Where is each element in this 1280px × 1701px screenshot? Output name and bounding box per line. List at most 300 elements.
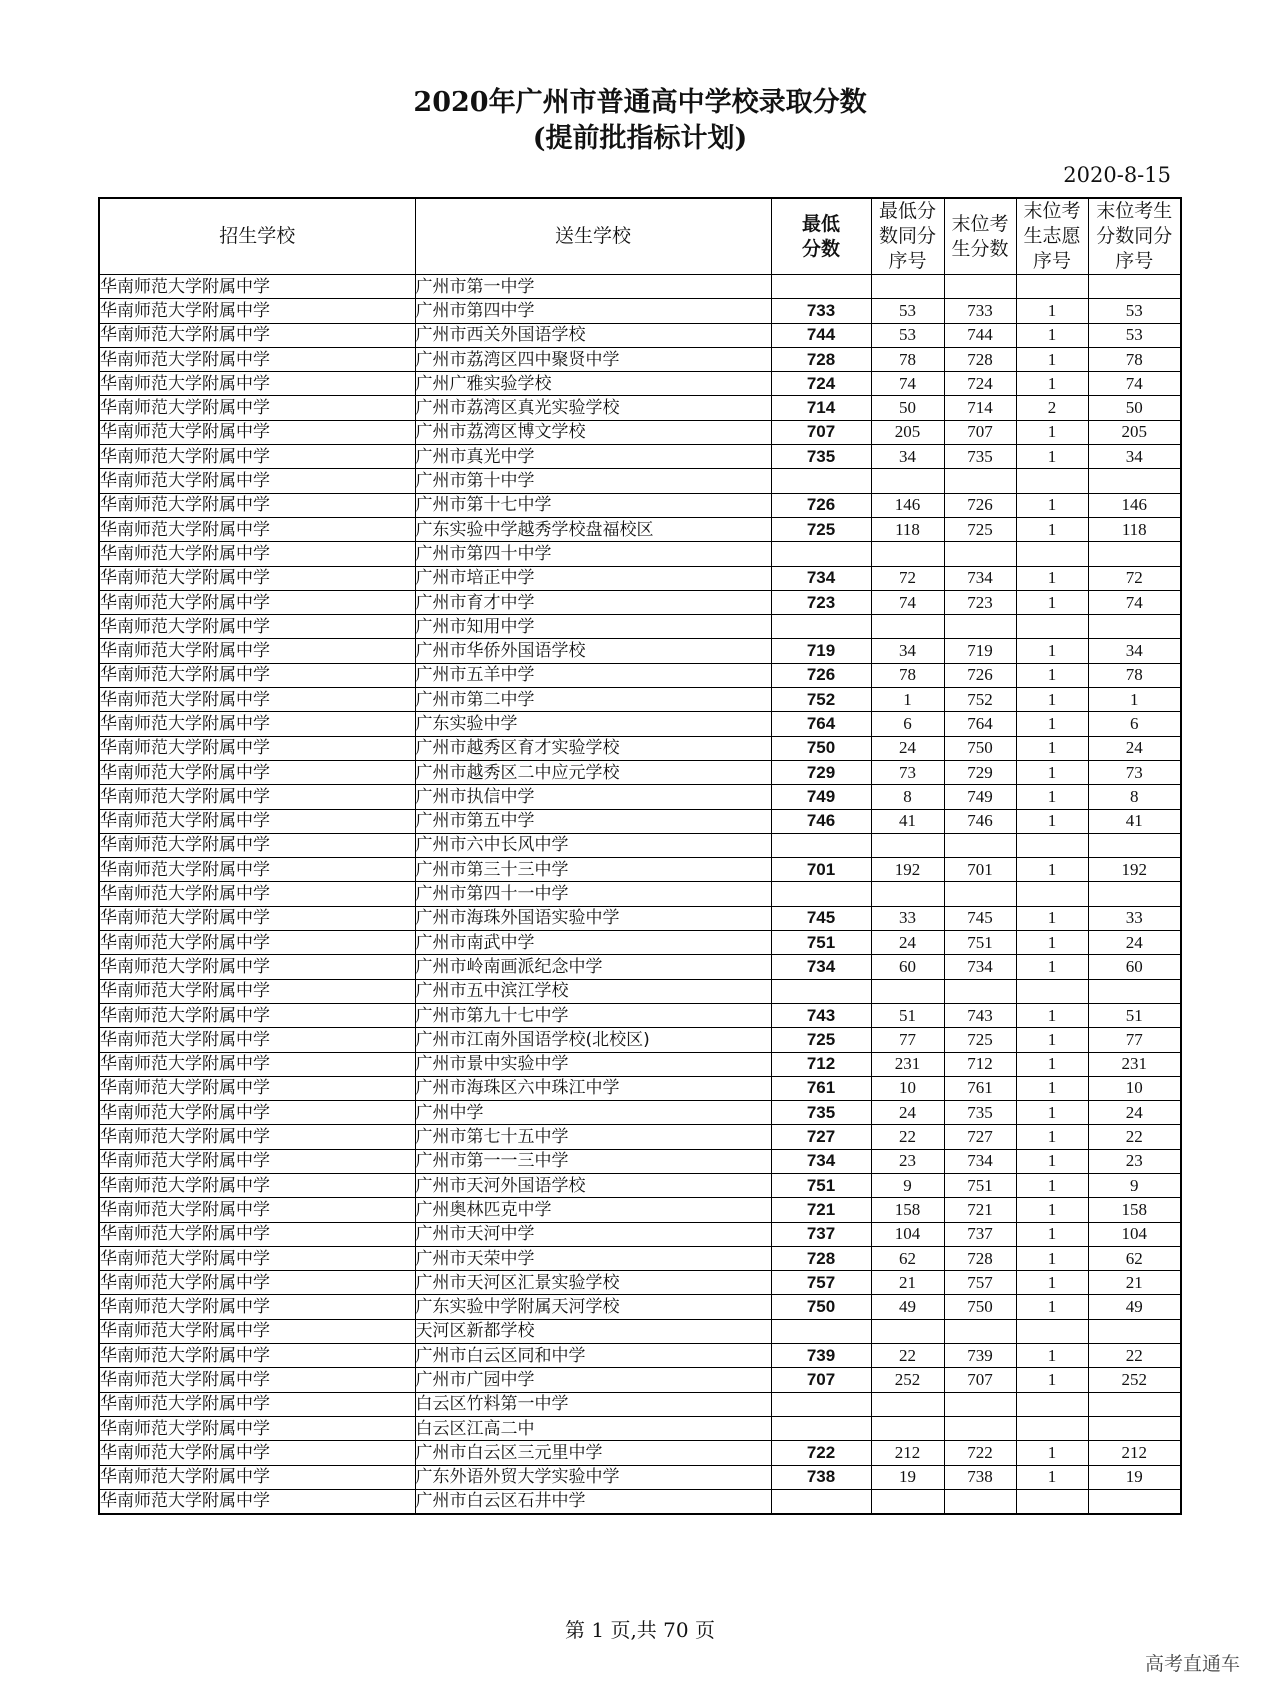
cell-last-score: 724 <box>944 372 1016 396</box>
cell-min-score: 745 <box>771 906 871 930</box>
cell-min-score: 725 <box>771 517 871 541</box>
cell-sending-school: 广州市天荣中学 <box>415 1246 771 1270</box>
cell-last-score-rank <box>1088 979 1181 1003</box>
header-line: 分数 <box>801 237 840 260</box>
cell-min-score <box>771 882 871 906</box>
table-row <box>99 1368 1181 1392</box>
cell-min-score <box>771 1392 871 1416</box>
cell-last-score: 750 <box>944 736 1016 760</box>
table-row <box>99 1173 1181 1197</box>
cell-min-score: 712 <box>771 1052 871 1076</box>
cell-last-score: 734 <box>944 1149 1016 1173</box>
cell-recruiting-school: 华南师范大学附属中学 <box>99 639 415 663</box>
cell-last-score-rank: 34 <box>1088 639 1181 663</box>
cell-min-score: 738 <box>771 1465 871 1489</box>
cell-last-score: 746 <box>944 809 1016 833</box>
cell-last-choice-rank: 1 <box>1016 299 1088 323</box>
cell-last-score-rank: 74 <box>1088 590 1181 614</box>
cell-last-choice-rank: 1 <box>1016 785 1088 809</box>
cell-last-score-rank: 158 <box>1088 1198 1181 1222</box>
cell-min-score-rank: 22 <box>871 1344 944 1368</box>
table-row <box>99 566 1181 590</box>
header-last-score-rank <box>1088 198 1181 275</box>
cell-recruiting-school: 华南师范大学附属中学 <box>99 1125 415 1149</box>
cell-last-score-rank: 9 <box>1088 1173 1181 1197</box>
cell-min-score: 764 <box>771 712 871 736</box>
cell-min-score-rank: 34 <box>871 639 944 663</box>
table-row <box>99 1271 1181 1295</box>
table-row <box>99 469 1181 493</box>
cell-last-score <box>944 1489 1016 1514</box>
cell-min-score-rank: 77 <box>871 1028 944 1052</box>
cell-last-choice-rank <box>1016 1392 1088 1416</box>
table-row <box>99 1489 1181 1514</box>
cell-min-score: 744 <box>771 323 871 347</box>
cell-last-choice-rank: 1 <box>1016 1028 1088 1052</box>
cell-last-score: 714 <box>944 396 1016 420</box>
cell-last-choice-rank: 1 <box>1016 760 1088 784</box>
cell-last-choice-rank: 1 <box>1016 1344 1088 1368</box>
cell-sending-school: 广州市第七十五中学 <box>415 1125 771 1149</box>
table-row <box>99 1392 1181 1416</box>
cell-recruiting-school: 华南师范大学附属中学 <box>99 1076 415 1100</box>
cell-sending-school: 广州奥林匹克中学 <box>415 1198 771 1222</box>
cell-last-score-rank <box>1088 1319 1181 1343</box>
cell-last-score-rank: 60 <box>1088 955 1181 979</box>
cell-recruiting-school: 华南师范大学附属中学 <box>99 469 415 493</box>
cell-sending-school: 广州市景中实验中学 <box>415 1052 771 1076</box>
cell-min-score-rank: 60 <box>871 955 944 979</box>
cell-min-score <box>771 469 871 493</box>
cell-min-score: 728 <box>771 1246 871 1270</box>
cell-last-score: 725 <box>944 1028 1016 1052</box>
cell-last-score: 707 <box>944 420 1016 444</box>
cell-sending-school: 广州市荔湾区四中聚贤中学 <box>415 347 771 371</box>
cell-min-score: 714 <box>771 396 871 420</box>
cell-last-score: 728 <box>944 1246 1016 1270</box>
cell-min-score-rank: 33 <box>871 906 944 930</box>
cell-last-choice-rank <box>1016 1319 1088 1343</box>
cell-min-score-rank: 41 <box>871 809 944 833</box>
cell-min-score-rank: 34 <box>871 445 944 469</box>
cell-min-score: 750 <box>771 736 871 760</box>
cell-last-choice-rank <box>1016 615 1088 639</box>
header-line: 序号 <box>1032 250 1071 272</box>
cell-recruiting-school: 华南师范大学附属中学 <box>99 1173 415 1197</box>
cell-last-choice-rank: 1 <box>1016 1295 1088 1319</box>
cell-min-score: 735 <box>771 1101 871 1125</box>
cell-min-score <box>771 615 871 639</box>
cell-sending-school: 广州市真光中学 <box>415 445 771 469</box>
cell-recruiting-school: 华南师范大学附属中学 <box>99 931 415 955</box>
cell-last-choice-rank: 1 <box>1016 566 1088 590</box>
cell-recruiting-school: 华南师范大学附属中学 <box>99 809 415 833</box>
cell-last-score: 735 <box>944 1101 1016 1125</box>
cell-min-score: 751 <box>771 1173 871 1197</box>
cell-last-score <box>944 615 1016 639</box>
table-row <box>99 1319 1181 1343</box>
table-row <box>99 906 1181 930</box>
cell-last-choice-rank: 1 <box>1016 493 1088 517</box>
cell-min-score: 746 <box>771 809 871 833</box>
cell-min-score: 719 <box>771 639 871 663</box>
cell-min-score-rank: 252 <box>871 1368 944 1392</box>
table-row <box>99 1003 1181 1027</box>
header-line: 末位考 <box>951 212 1009 235</box>
cell-recruiting-school: 华南师范大学附属中学 <box>99 785 415 809</box>
cell-last-score-rank: 41 <box>1088 809 1181 833</box>
cell-last-score-rank: 22 <box>1088 1125 1181 1149</box>
cell-min-score <box>771 275 871 299</box>
table-row <box>99 785 1181 809</box>
cell-min-score-rank: 73 <box>871 760 944 784</box>
cell-last-score: 723 <box>944 590 1016 614</box>
cell-min-score: 749 <box>771 785 871 809</box>
cell-last-score <box>944 1416 1016 1440</box>
table-row <box>99 931 1181 955</box>
cell-last-score-rank: 23 <box>1088 1149 1181 1173</box>
cell-recruiting-school: 华南师范大学附属中学 <box>99 736 415 760</box>
cell-min-score <box>771 1416 871 1440</box>
cell-last-score: 751 <box>944 1173 1016 1197</box>
cell-min-score: 739 <box>771 1344 871 1368</box>
cell-last-score: 726 <box>944 663 1016 687</box>
cell-min-score-rank: 24 <box>871 736 944 760</box>
cell-recruiting-school: 华南师范大学附属中学 <box>99 1028 415 1052</box>
cell-sending-school: 广州市五羊中学 <box>415 663 771 687</box>
cell-sending-school: 广州市广园中学 <box>415 1368 771 1392</box>
cell-sending-school: 广州市荔湾区真光实验学校 <box>415 396 771 420</box>
table-row <box>99 1344 1181 1368</box>
cell-recruiting-school: 华南师范大学附属中学 <box>99 858 415 882</box>
cell-sending-school: 广州市培正中学 <box>415 566 771 590</box>
cell-last-choice-rank: 1 <box>1016 1125 1088 1149</box>
table-row <box>99 1101 1181 1125</box>
table-row <box>99 833 1181 857</box>
cell-min-score: 701 <box>771 858 871 882</box>
cell-sending-school: 广州市天河中学 <box>415 1222 771 1246</box>
cell-min-score-rank: 104 <box>871 1222 944 1246</box>
cell-min-score-rank <box>871 882 944 906</box>
cell-last-choice-rank: 1 <box>1016 1271 1088 1295</box>
cell-min-score: 724 <box>771 372 871 396</box>
cell-recruiting-school: 华南师范大学附属中学 <box>99 347 415 371</box>
cell-last-score-rank: 24 <box>1088 1101 1181 1125</box>
cell-sending-school: 广州市第一中学 <box>415 275 771 299</box>
cell-last-score: 751 <box>944 931 1016 955</box>
cell-min-score: 757 <box>771 1271 871 1295</box>
cell-min-score: 761 <box>771 1076 871 1100</box>
cell-last-score: 726 <box>944 493 1016 517</box>
cell-last-score-rank <box>1088 275 1181 299</box>
cell-min-score-rank: 51 <box>871 1003 944 1027</box>
cell-recruiting-school: 华南师范大学附属中学 <box>99 517 415 541</box>
header-line: 生分数 <box>951 237 1009 260</box>
cell-min-score: 751 <box>771 931 871 955</box>
header-sending-school <box>415 198 771 275</box>
cell-last-score: 761 <box>944 1076 1016 1100</box>
table-row <box>99 688 1181 712</box>
cell-last-choice-rank: 1 <box>1016 590 1088 614</box>
cell-last-score <box>944 1319 1016 1343</box>
cell-sending-school: 广州市江南外国语学校(北校区) <box>415 1028 771 1052</box>
cell-last-score-rank: 49 <box>1088 1295 1181 1319</box>
cell-min-score-rank: 72 <box>871 566 944 590</box>
cell-last-score-rank: 73 <box>1088 760 1181 784</box>
cell-last-choice-rank: 1 <box>1016 931 1088 955</box>
cell-min-score-rank: 24 <box>871 1101 944 1125</box>
table-row <box>99 1028 1181 1052</box>
table-row <box>99 396 1181 420</box>
page-title: 2020年广州市普通高中学校录取分数 <box>413 87 867 118</box>
cell-min-score: 723 <box>771 590 871 614</box>
cell-min-score-rank: 78 <box>871 347 944 371</box>
cell-sending-school: 广州市执信中学 <box>415 785 771 809</box>
table-row <box>99 1052 1181 1076</box>
cell-last-score: 743 <box>944 1003 1016 1027</box>
cell-min-score-rank: 192 <box>871 858 944 882</box>
cell-recruiting-school: 华南师范大学附属中学 <box>99 275 415 299</box>
cell-sending-school: 广州市白云区同和中学 <box>415 1344 771 1368</box>
table-header-row <box>99 198 1181 275</box>
cell-sending-school: 广州市育才中学 <box>415 590 771 614</box>
cell-min-score <box>771 979 871 1003</box>
cell-last-score-rank: 33 <box>1088 906 1181 930</box>
cell-recruiting-school: 华南师范大学附属中学 <box>99 1392 415 1416</box>
cell-recruiting-school: 华南师范大学附属中学 <box>99 1198 415 1222</box>
table-row <box>99 615 1181 639</box>
cell-min-score-rank: 205 <box>871 420 944 444</box>
table-row <box>99 323 1181 347</box>
header-line: 末位考生 <box>1096 200 1173 222</box>
cell-min-score <box>771 1319 871 1343</box>
cell-last-choice-rank: 2 <box>1016 396 1088 420</box>
cell-recruiting-school: 华南师范大学附属中学 <box>99 906 415 930</box>
cell-min-score-rank: 9 <box>871 1173 944 1197</box>
cell-last-score-rank: 212 <box>1088 1441 1181 1465</box>
cell-last-score: 721 <box>944 1198 1016 1222</box>
cell-min-score: 733 <box>771 299 871 323</box>
table-row <box>99 809 1181 833</box>
header-min-score <box>771 198 871 275</box>
cell-last-score <box>944 1392 1016 1416</box>
cell-last-score: 734 <box>944 955 1016 979</box>
cell-last-score: 750 <box>944 1295 1016 1319</box>
cell-min-score-rank: 74 <box>871 372 944 396</box>
cell-last-score <box>944 275 1016 299</box>
cell-last-choice-rank: 1 <box>1016 1441 1088 1465</box>
cell-min-score-rank: 1 <box>871 688 944 712</box>
cell-sending-school: 广州市西关外国语学校 <box>415 323 771 347</box>
cell-sending-school: 广东实验中学越秀学校盘福校区 <box>415 517 771 541</box>
cell-last-score-rank: 51 <box>1088 1003 1181 1027</box>
header-line: 送生学校 <box>554 225 631 247</box>
cell-sending-school: 广州市五中滨江学校 <box>415 979 771 1003</box>
cell-last-score-rank: 6 <box>1088 712 1181 736</box>
cell-min-score-rank <box>871 1392 944 1416</box>
cell-last-score: 745 <box>944 906 1016 930</box>
cell-sending-school: 广州市第二中学 <box>415 688 771 712</box>
cell-recruiting-school: 华南师范大学附属中学 <box>99 760 415 784</box>
cell-last-choice-rank: 1 <box>1016 1222 1088 1246</box>
cell-last-choice-rank: 1 <box>1016 1246 1088 1270</box>
table-row <box>99 420 1181 444</box>
table-row <box>99 517 1181 541</box>
cell-last-score <box>944 542 1016 566</box>
cell-last-choice-rank: 1 <box>1016 1052 1088 1076</box>
cell-min-score-rank: 22 <box>871 1125 944 1149</box>
cell-min-score-rank <box>871 1489 944 1514</box>
header-line: 招生学校 <box>219 225 296 247</box>
table-row <box>99 955 1181 979</box>
cell-sending-school: 广东实验中学附属天河学校 <box>415 1295 771 1319</box>
cell-last-choice-rank: 1 <box>1016 1368 1088 1392</box>
cell-min-score-rank: 231 <box>871 1052 944 1076</box>
cell-last-score-rank <box>1088 1392 1181 1416</box>
cell-recruiting-school: 华南师范大学附属中学 <box>99 663 415 687</box>
cell-sending-school: 广东外语外贸大学实验中学 <box>415 1465 771 1489</box>
cell-last-choice-rank: 1 <box>1016 955 1088 979</box>
cell-sending-school: 广州市天河区汇景实验学校 <box>415 1271 771 1295</box>
cell-last-score-rank <box>1088 615 1181 639</box>
header-last-score <box>944 198 1016 275</box>
cell-last-score-rank: 104 <box>1088 1222 1181 1246</box>
cell-sending-school: 广州市白云区石井中学 <box>415 1489 771 1514</box>
cell-last-score: 701 <box>944 858 1016 882</box>
table-row <box>99 1246 1181 1270</box>
cell-last-score-rank: 72 <box>1088 566 1181 590</box>
cell-last-choice-rank: 1 <box>1016 347 1088 371</box>
cell-last-score: 749 <box>944 785 1016 809</box>
cell-last-choice-rank: 1 <box>1016 639 1088 663</box>
cell-min-score-rank <box>871 1416 944 1440</box>
cell-last-score-rank: 19 <box>1088 1465 1181 1489</box>
cell-min-score: 734 <box>771 566 871 590</box>
cell-last-choice-rank: 1 <box>1016 712 1088 736</box>
cell-min-score: 725 <box>771 1028 871 1052</box>
table-row <box>99 1125 1181 1149</box>
cell-last-score-rank: 8 <box>1088 785 1181 809</box>
cell-sending-school: 广州市第五中学 <box>415 809 771 833</box>
cell-last-choice-rank <box>1016 882 1088 906</box>
cell-recruiting-school: 华南师范大学附属中学 <box>99 1295 415 1319</box>
cell-recruiting-school: 华南师范大学附属中学 <box>99 396 415 420</box>
header-line: 生志愿 <box>1023 225 1081 247</box>
cell-sending-school: 广州市海珠区六中珠江中学 <box>415 1076 771 1100</box>
cell-last-score-rank: 77 <box>1088 1028 1181 1052</box>
cell-recruiting-school: 华南师范大学附属中学 <box>99 372 415 396</box>
table-row <box>99 1465 1181 1489</box>
cell-sending-school: 广州市第九十七中学 <box>415 1003 771 1027</box>
header-line: 最低分 <box>878 200 936 222</box>
cell-recruiting-school: 华南师范大学附属中学 <box>99 1101 415 1125</box>
table-row <box>99 858 1181 882</box>
header-line: 最低 <box>801 212 840 235</box>
header-line: 末位考 <box>1023 200 1081 222</box>
cell-sending-school: 广州市海珠外国语实验中学 <box>415 906 771 930</box>
cell-min-score-rank: 158 <box>871 1198 944 1222</box>
cell-recruiting-school: 华南师范大学附属中学 <box>99 955 415 979</box>
cell-recruiting-school: 华南师范大学附属中学 <box>99 688 415 712</box>
cell-recruiting-school: 华南师范大学附属中学 <box>99 1441 415 1465</box>
cell-recruiting-school: 华南师范大学附属中学 <box>99 1319 415 1343</box>
cell-recruiting-school: 华南师范大学附属中学 <box>99 323 415 347</box>
table-row <box>99 1295 1181 1319</box>
cell-last-score-rank: 10 <box>1088 1076 1181 1100</box>
cell-min-score-rank: 50 <box>871 396 944 420</box>
cell-min-score-rank <box>871 833 944 857</box>
cell-sending-school: 广州中学 <box>415 1101 771 1125</box>
header-line: 分数同分 <box>1096 225 1173 247</box>
cell-min-score-rank: 23 <box>871 1149 944 1173</box>
cell-last-choice-rank <box>1016 1416 1088 1440</box>
table-row <box>99 1416 1181 1440</box>
cell-min-score <box>771 542 871 566</box>
table-row <box>99 1076 1181 1100</box>
cell-last-score-rank: 22 <box>1088 1344 1181 1368</box>
cell-last-score-rank: 74 <box>1088 372 1181 396</box>
cell-min-score-rank: 118 <box>871 517 944 541</box>
cell-min-score: 707 <box>771 420 871 444</box>
cell-min-score <box>771 833 871 857</box>
table-row <box>99 1149 1181 1173</box>
cell-min-score-rank <box>871 542 944 566</box>
cell-min-score: 735 <box>771 445 871 469</box>
cell-recruiting-school: 华南师范大学附属中学 <box>99 1052 415 1076</box>
watermark-text: 高考直通车 <box>1144 1653 1240 1675</box>
cell-last-choice-rank: 1 <box>1016 372 1088 396</box>
table-row <box>99 979 1181 1003</box>
report-date: 2020-8-15 <box>1063 163 1171 187</box>
cell-last-score: 734 <box>944 566 1016 590</box>
cell-sending-school: 广州广雅实验学校 <box>415 372 771 396</box>
table-row <box>99 663 1181 687</box>
cell-min-score: 743 <box>771 1003 871 1027</box>
cell-min-score-rank: 212 <box>871 1441 944 1465</box>
cell-min-score-rank: 62 <box>871 1246 944 1270</box>
table-body <box>99 275 1181 1515</box>
cell-last-choice-rank <box>1016 275 1088 299</box>
cell-min-score <box>771 1489 871 1514</box>
cell-min-score-rank <box>871 469 944 493</box>
cell-last-score: 738 <box>944 1465 1016 1489</box>
cell-recruiting-school: 华南师范大学附属中学 <box>99 1271 415 1295</box>
cell-last-choice-rank: 1 <box>1016 663 1088 687</box>
cell-last-choice-rank: 1 <box>1016 858 1088 882</box>
cell-recruiting-school: 华南师范大学附属中学 <box>99 1246 415 1270</box>
cell-sending-school: 广州市越秀区育才实验学校 <box>415 736 771 760</box>
cell-last-choice-rank: 1 <box>1016 323 1088 347</box>
cell-min-score-rank: 53 <box>871 299 944 323</box>
cell-sending-school: 广州市六中长风中学 <box>415 833 771 857</box>
cell-last-choice-rank: 1 <box>1016 1173 1088 1197</box>
cell-min-score: 722 <box>771 1441 871 1465</box>
cell-recruiting-school: 华南师范大学附属中学 <box>99 1465 415 1489</box>
cell-last-choice-rank: 1 <box>1016 445 1088 469</box>
cell-min-score: 737 <box>771 1222 871 1246</box>
table-row <box>99 493 1181 517</box>
cell-last-score-rank: 146 <box>1088 493 1181 517</box>
cell-last-score: 719 <box>944 639 1016 663</box>
cell-last-score-rank: 34 <box>1088 445 1181 469</box>
cell-sending-school: 广州市第四十一中学 <box>415 882 771 906</box>
cell-recruiting-school: 华南师范大学附属中学 <box>99 420 415 444</box>
cell-last-choice-rank: 1 <box>1016 906 1088 930</box>
cell-min-score-rank <box>871 979 944 1003</box>
cell-last-choice-rank: 1 <box>1016 688 1088 712</box>
cell-sending-school: 白云区竹料第一中学 <box>415 1392 771 1416</box>
cell-min-score: 729 <box>771 760 871 784</box>
